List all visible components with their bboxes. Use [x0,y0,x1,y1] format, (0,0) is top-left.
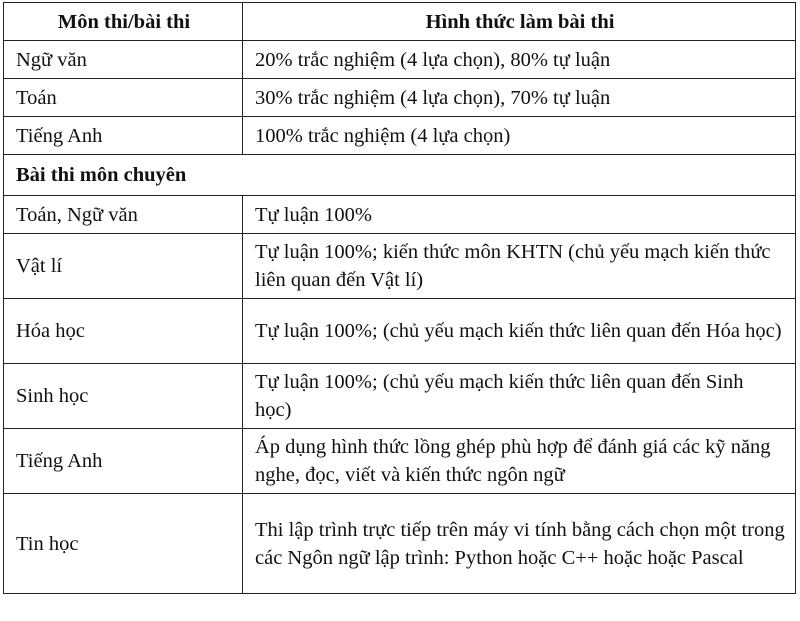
subject-cell: Vật lí [4,234,243,299]
format-cell: 30% trắc nghiệm (4 lựa chọn), 70% tự luận [243,79,796,117]
subject-cell: Tiếng Anh [4,117,243,155]
format-cell: Tự luận 100% [243,196,796,234]
table-row [4,299,796,364]
subject-cell: Sinh học [4,364,243,429]
table-row [4,234,796,299]
section-row [4,155,796,196]
table-row [4,41,796,79]
section-title: Bài thi môn chuyên [4,155,796,196]
format-cell: 100% trắc nghiệm (4 lựa chọn) [243,117,796,155]
subject-cell: Ngữ văn [4,41,243,79]
table-header-row [4,3,796,41]
table-row [4,196,796,234]
format-cell: Tự luận 100%; (chủ yếu mạch kiến thức liên quan đến Hóa học) [243,299,796,364]
format-cell: 20% trắc nghiệm (4 lựa chọn), 80% tự luận [243,41,796,79]
exam-format-table [3,2,796,594]
subject-cell: Toán [4,79,243,117]
subject-cell: Hóa học [4,299,243,364]
table-row [4,117,796,155]
format-cell: Tự luận 100%; (chủ yếu mạch kiến thức liên quan đến Sinh học) [243,364,796,429]
header-format: Hình thức làm bài thi [243,3,796,41]
table-row [4,364,796,429]
header-subject: Môn thi/bài thi [4,3,243,41]
table-row [4,79,796,117]
format-cell: Tự luận 100%; kiến thức môn KHTN (chủ yếu mạch kiến thức liên quan đến Vật lí) [243,234,796,299]
subject-cell: Toán, Ngữ văn [4,196,243,234]
format-cell: Thi lập trình trực tiếp trên máy vi tính bằng cách chọn một trong các Ngôn ngữ lập trình: Python hoặc C++ hoặc hoặc Pascal [243,494,796,594]
table-row [4,494,796,594]
table-row [4,429,796,494]
subject-cell: Tiếng Anh [4,429,243,494]
format-cell: Áp dụng hình thức lồng ghép phù hợp để đánh giá các kỹ năng nghe, đọc, viết và kiến thức ngôn ngữ [243,429,796,494]
subject-cell: Tin học [4,494,243,594]
